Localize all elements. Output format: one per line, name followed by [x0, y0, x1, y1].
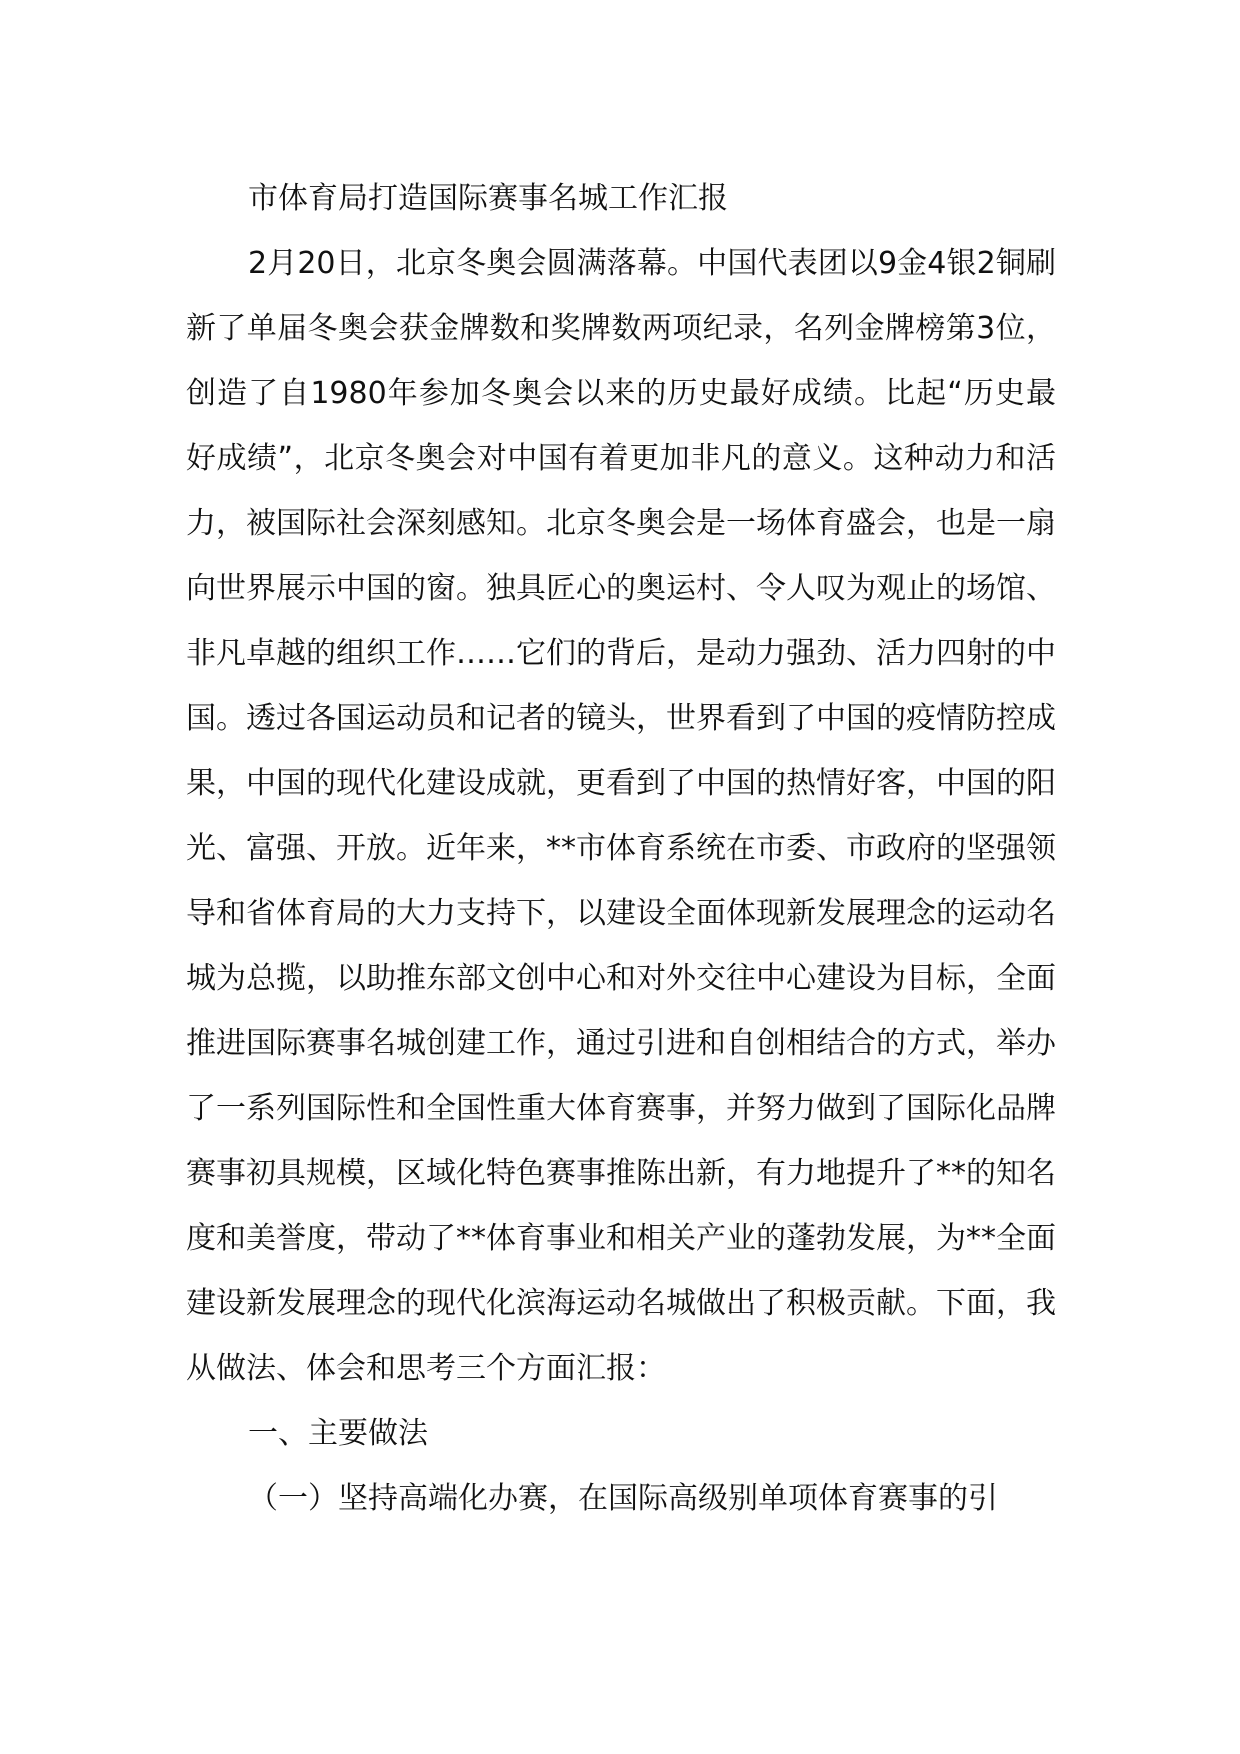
intro-paragraph: 2月20日，北京冬奥会圆满落幕。中国代表团以9金4银2铜刷新了单届冬奥会获金牌数和奖牌数两项纪录，名列金牌榜第3位，创造了自1980年参加冬奥会以来的历史最好成绩。比起“历史最好成绩”，北京冬奥会对中国有着更加非凡的意义。这种动力和活力，被国际社会深刻感知。北京冬奥会是一场体育盛会，也是一扇向世界展示中国的窗。独具匠心的奥运村、令人叹为观止的场馆、非凡卓越的组织工作……它们的背后，是动力强劲、活力四射的中国。透过各国运动员和记者的镜头，世界看到了中国的疫情防控成果，中国的现代化建设成就，更看到了中国的热情好客，中国的阳光、富强、开放。近年来，**市体育系统在市委、市政府的坚强领导和省体育局的大力支持下，以建设全面体现新发展理念的运动名城为总揽，以助推东部文创中心和对外交往中心建设为目标，全面推进国际赛事名城创建工作，通过引进和自创相结合的方式，举办了一系列国际性和全国性重大体育赛事，并努力做到了国际化品牌赛事初具规模，区域化特色赛事推陈出新，有力地提升了**的知名度和美誉度，带动了**体育事业和相关产业的蓬勃发展，为**全面建设新发展理念的现代化滨海运动名城做出了积极贡献。下面，我从做法、体会和思考三个方面汇报： [186, 246, 1056, 1386]
document-body [186, 166, 1056, 1531]
document-title: 市体育局打造国际赛事名城工作汇报 [248, 181, 728, 216]
section-heading: 一、主要做法 [248, 1416, 428, 1451]
subsection-paragraph: （一）坚持高端化办赛，在国际高级别单项体育赛事的引 [248, 1481, 998, 1516]
